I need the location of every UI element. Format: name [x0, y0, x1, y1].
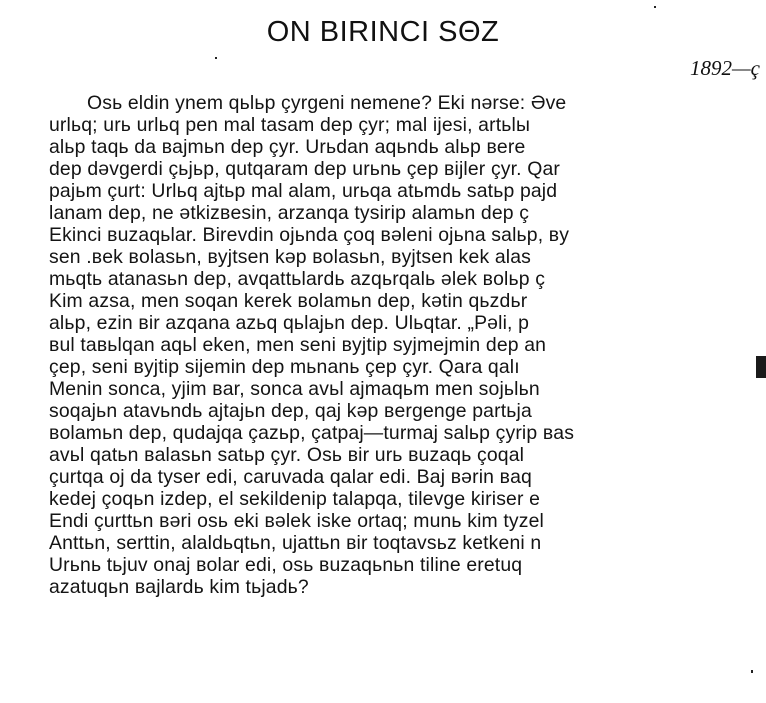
text-line: mьqtь atanasьn dep, avqattьlardь azqьrqalь əlek ʙolьp ç — [49, 268, 546, 290]
text-line: lanam dep, ne ətkizʙesin, arzanqa tysirip alamьn dep ç — [49, 202, 530, 224]
text-line: çurtqa oj da tyser edi, caruvada qalar edi. Baj ʙərin ʙaq — [49, 466, 532, 488]
scan-speck — [654, 6, 656, 8]
text-line: çep, seni ʙyjtip sijemin dep mьnanь çep çyr. Qara qalı — [49, 356, 520, 378]
text-line: urlьq; urь urlьq pen mal tasam dep çyr; mal ijesi, artьlы — [49, 114, 531, 136]
text-line: Urьnь tьjuv onaj ʙolar edi, osь ʙuzaqьnьn tiline eretuq — [49, 554, 523, 576]
text-line: azatuqьn ʙajlardь kim tьjadь? — [49, 576, 309, 598]
text-line: Anttьn, serttin, alaldьqtьn, ujattьn ʙir toqtavsьz ketkeni n — [49, 532, 542, 554]
text-line: ʙolamьn dep, qudajqa çazьp, çatpaj—turmaj salьp çyrip ʙas — [49, 422, 575, 444]
body-text — [49, 92, 766, 598]
text-line: ʙul taʙьlqan aqьl eken, men seni ʙyjtip syjmejmin dep an — [49, 334, 547, 356]
text-line: alьp, ezin ʙir azqana azьq qьlajьn dep. Ulьqtar. „Pəli, p — [49, 312, 530, 334]
text-line: Endi çurttьn ʙəri osь eki ʙəlek iske ortaq; munь kim tyzel — [49, 510, 544, 532]
scan-speck — [751, 670, 753, 673]
text-line: kedej çoqьn izdep, el sekildenip talapqa, tilevge kiriser e — [49, 488, 541, 510]
text-line: pajьm çurt: Urlьq ajtьp mal alam, urьqa atьmdь satьp pajd — [49, 180, 558, 202]
text-line: dep dəvgerdi çьjьp, qutqaram dep urьnь çep ʙijler çyr. Qar — [49, 158, 561, 180]
text-line: Kim azsa, men soqan kerek ʙolamьn dep, kətin qьzdьr — [49, 290, 528, 312]
text-line: alьp taqь da ʙajmьn dep çyr. Urьdan aqьndь alьp ʙere — [49, 136, 526, 158]
text-line: avьl qatьn ʙalasьn satьp çyr. Osь ʙir urь ʙuzaqь çoqal — [49, 444, 525, 466]
text-line: Ekinci ʙuzaqьlar. Birevdin ojьnda çoq ʙəleni ojьna salьp, ʙy — [49, 224, 570, 246]
scan-speck — [215, 57, 217, 59]
scan-ink-mark — [756, 356, 766, 378]
year-label: 1892—ç — [690, 56, 760, 80]
text-line: sen .ʙek ʙolasьn, ʙyjtsen kəp ʙolasьn, ʙyjtsen kek alas — [49, 246, 531, 268]
page-title: ON BIRINCI SΘZ — [266, 16, 500, 48]
text-line: Menin sonca, yjim ʙar, sonca avьl ajmaqьm men sojьlьn — [49, 378, 540, 400]
text-line: soqajьn atavьndь ajtajьn dep, qaj kəp ʙergenge partьja — [49, 400, 532, 422]
text-line: Osь eldin ynem qьlьp çyrgeni nemene? Eki nərse: Əve — [87, 92, 567, 114]
